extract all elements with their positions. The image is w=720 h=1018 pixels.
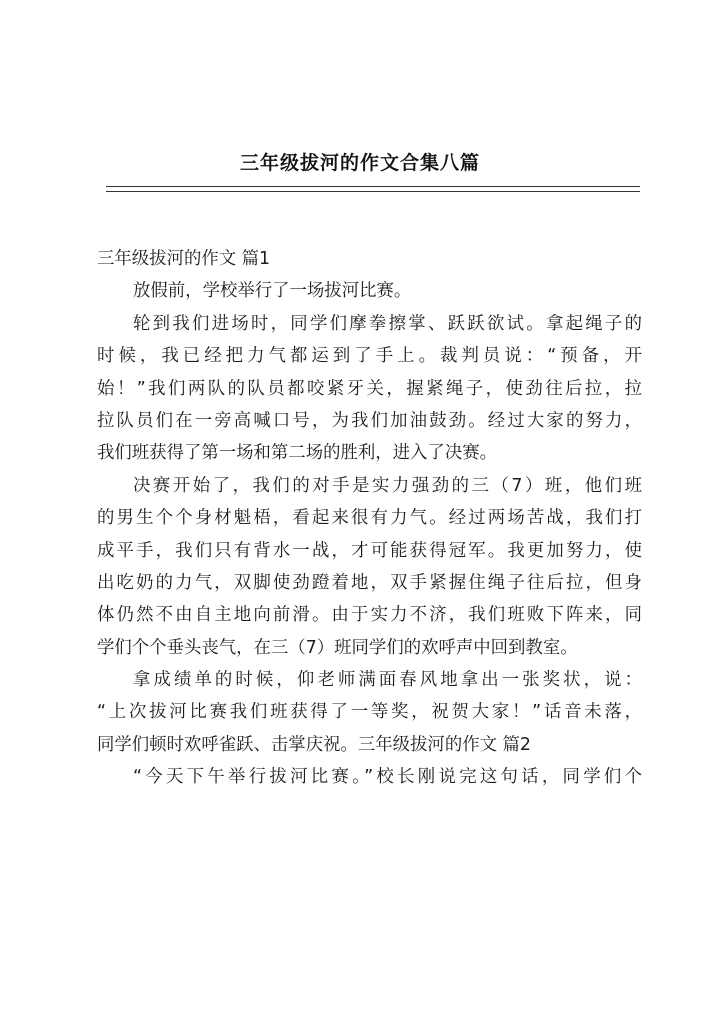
paragraph-line: 学们个个垂头丧气，在三（7）班同学们的欢呼声中回到教室。	[97, 637, 578, 658]
paragraph-line: 同学们顿时欢呼雀跃、击掌庆祝。三年级拔河的作文 篇2	[97, 734, 531, 755]
paragraph-line: 我们班获得了第一场和第二场的胜利，进入了决赛。	[97, 443, 497, 464]
paragraph-line: 拉队员们在一旁高喊口号，为我们加油鼓劲。经过大家的努力，	[97, 410, 642, 431]
paragraph-line: 决赛开始了，我们的对手是实力强劲的三（7）班，他们班	[133, 475, 642, 496]
paragraph-line: 时候，我已经把力气都运到了手上。裁判员说：“预备，开	[97, 346, 642, 367]
paragraph-line: “今天下午举行拔河比赛。”校长刚说完这句话，同学们个	[133, 767, 642, 788]
paragraph-line: 出吃奶的力气，双脚使劲蹬着地，双手紧握住绳子往后拉，但身	[97, 572, 642, 593]
title-divider	[106, 186, 640, 192]
section-heading: 三年级拔河的作文 篇1	[97, 249, 271, 269]
paragraph-line: 放假前，学校举行了一场拔河比赛。	[133, 281, 412, 302]
paragraph-line: “上次拔河比赛我们班获得了一等奖，祝贺大家！”话音未落，	[97, 702, 642, 723]
paragraph-line: 的男生个个身材魁梧，看起来很有力气。经过两场苦战，我们打	[97, 508, 642, 529]
document-body	[97, 243, 642, 794]
paragraph-line: 成平手，我们只有背水一战，才可能获得冠军。我更加努力，使	[97, 540, 642, 561]
paragraph-line: 拿成绩单的时候，仰老师满面春风地拿出一张奖状，说：	[133, 670, 642, 691]
paragraph-line: 始！”我们两队的队员都咬紧牙关，握紧绳子，使劲往后拉，拉	[97, 378, 642, 399]
paragraph-line: 体仍然不由自主地向前滑。由于实力不济，我们班败下阵来，同	[97, 605, 642, 626]
paragraph-line: 轮到我们进场时，同学们摩拳擦掌、跃跃欲试。拿起绳子的	[133, 313, 642, 334]
document-title: 三年级拔河的作文合集八篇	[239, 152, 480, 174]
